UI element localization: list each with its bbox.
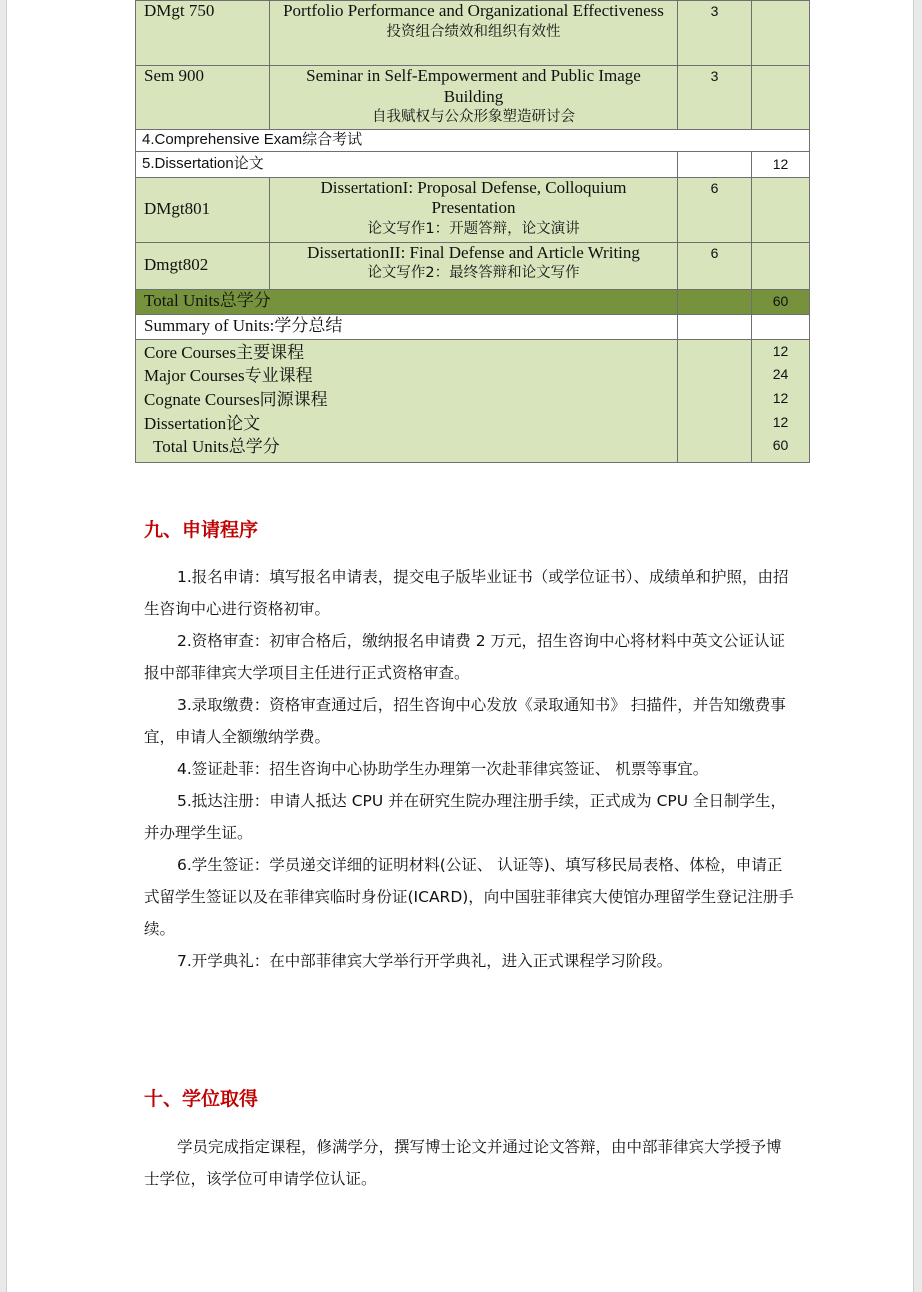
course-title-cn: 论文写作1：开题答辩，论文演讲	[367, 220, 580, 237]
course-title-en: Portfolio Performance and Organizational Effectiveness	[283, 1, 664, 20]
summary-item-value: 60	[772, 437, 789, 454]
total-units-label: Total Units总学分	[136, 289, 678, 314]
course-total	[752, 66, 810, 130]
summary-item-label: Dissertation论文	[144, 413, 261, 433]
units-cell	[678, 339, 752, 462]
total-units-row	[136, 289, 810, 314]
list-item: 3.录取缴费：资格审查通过后，招生咨询中心发放《录取通知书》 扫描件，并告知缴费事宜，申请人全额缴纳学费。	[144, 696, 786, 746]
units-cell	[678, 314, 752, 339]
section-heading-cell: 5.Dissertation论文	[136, 151, 678, 177]
course-title-en: DissertationII: Final Defense and Article Writing	[307, 242, 640, 262]
course-total	[752, 1, 810, 66]
course-code: Sem 900	[136, 66, 270, 130]
course-units: 6	[678, 242, 752, 289]
summary-label: Summary of Units:学分总结	[136, 314, 678, 339]
table-row	[136, 177, 810, 242]
summary-item-value: 24	[772, 366, 789, 383]
table-row	[136, 151, 810, 177]
list-item: 4.签证赴菲：招生咨询中心协助学生办理第一次赴菲律宾签证、 机票等事宜。	[177, 760, 709, 778]
course-title	[270, 66, 678, 130]
section-9-title: 九、申请程序	[144, 519, 259, 541]
summary-item-value: 12	[772, 342, 789, 359]
section-heading-cell: 4.Comprehensive Exam综合考试	[136, 130, 810, 152]
course-code: DMgt 750	[136, 1, 270, 66]
list-item: 7.开学典礼：在中部菲律宾大学举行开学典礼，进入正式课程学习阶段。	[177, 952, 673, 970]
summary-labels	[136, 339, 678, 462]
section-10-body	[144, 1131, 794, 1195]
section-10-title: 十、学位取得	[144, 1088, 259, 1110]
total-units-value: 60	[752, 289, 810, 314]
summary-item-value: 12	[772, 389, 789, 406]
course-code: DMgt801	[136, 177, 270, 242]
course-total: 12	[752, 151, 810, 177]
course-title-cn: 投资组合绩效和组织有效性	[386, 23, 561, 40]
course-code: Dmgt802	[136, 242, 270, 289]
summary-item-label: Total Units总学分	[153, 437, 280, 457]
course-units: 3	[678, 66, 752, 130]
list-item: 2.资格审查：初审合格后，缴纳报名申请费 2 万元，招生咨询中心将材料中英文公证认证报中部菲律宾大学项目主任进行正式资格审查。	[144, 632, 786, 682]
page-edge-left	[0, 0, 7, 1292]
summary-item-label: Core Courses主要课程	[144, 342, 305, 362]
summary-item-label: Cognate Courses同源课程	[144, 389, 328, 409]
course-units: 3	[678, 1, 752, 66]
list-item: 6.学生签证：学员递交详细的证明材料(公证、 认证等)、填写移民局表格、体检，申请正式留学生签证以及在菲律宾临时身份证(ICARD)，向中国驻菲律宾大使馆办理留学生登记注册手续。	[144, 856, 794, 938]
page-edge-right	[913, 0, 922, 1292]
course-title-en: DissertationI: Proposal Defense, Colloquium Presentation	[320, 177, 627, 217]
summary-heading-row	[136, 314, 810, 339]
units-cell	[678, 151, 752, 177]
list-item: 5.抵达注册：申请人抵达 CPU 并在研究生院办理注册手续，正式成为 CPU 全日制学生，并办理学生证。	[144, 792, 787, 842]
table-row	[136, 1, 810, 66]
course-total	[752, 242, 810, 289]
course-title-en: Seminar in Self-Empowerment and Public Image Building	[306, 66, 641, 106]
table-row	[136, 130, 810, 152]
section-9-body	[144, 561, 794, 977]
paragraph: 学员完成指定课程，修满学分，撰写博士论文并通过论文答辩，由中部菲律宾大学授予博士学位，该学位可申请学位认证。	[144, 1138, 782, 1188]
course-title-cn: 自我赋权与公众形象塑造研讨会	[372, 109, 575, 125]
course-units: 6	[678, 177, 752, 242]
course-table	[135, 0, 810, 463]
course-title	[270, 1, 678, 66]
course-title	[270, 177, 678, 242]
units-cell	[678, 289, 752, 314]
total-cell	[752, 314, 810, 339]
table-row	[136, 66, 810, 130]
summary-item-label: Major Courses专业课程	[144, 366, 313, 386]
table-row	[136, 242, 810, 289]
list-item: 1.报名申请：填写报名申请表，提交电子版毕业证书（或学位证书）、成绩单和护照，由招生咨询中心进行资格初审。	[144, 568, 789, 618]
summary-item-value: 12	[772, 413, 789, 430]
summary-values	[752, 339, 810, 462]
course-title-cn: 论文写作2：最终答辩和论文写作	[367, 265, 580, 281]
course-total	[752, 177, 810, 242]
course-title	[270, 242, 678, 289]
summary-row	[136, 339, 810, 462]
